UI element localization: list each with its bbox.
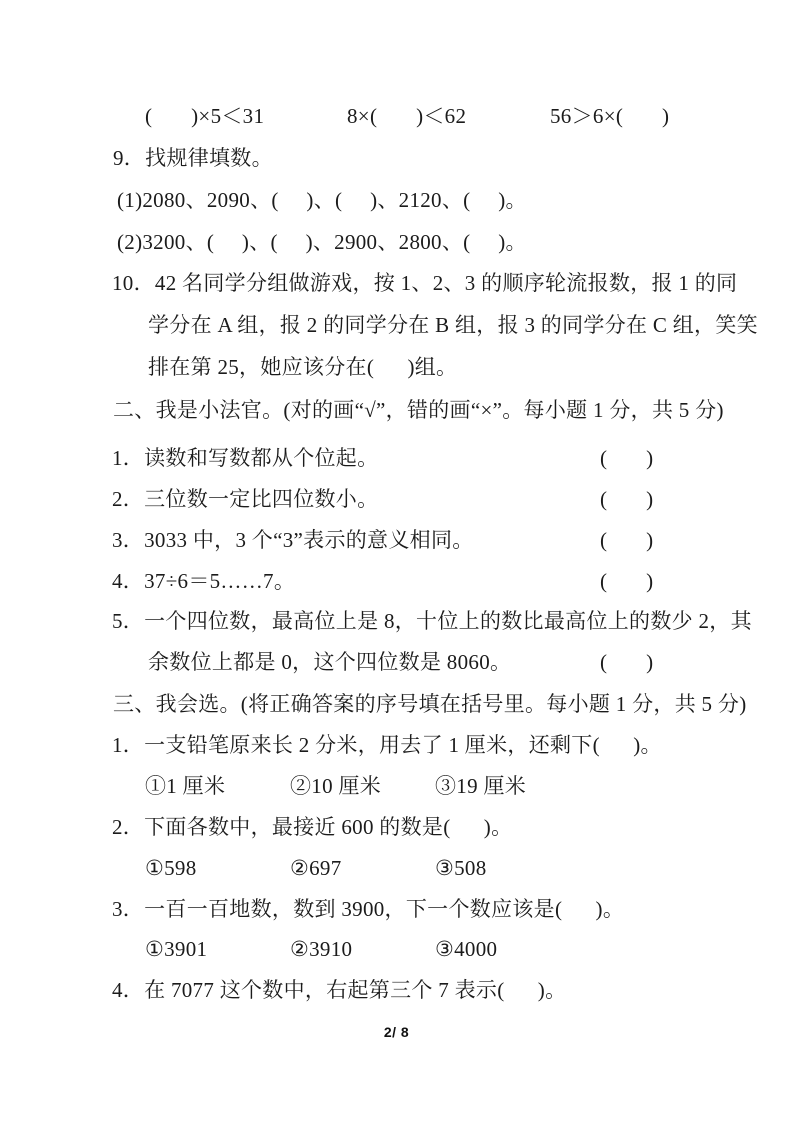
section-3-question-2-option-1: ①598 bbox=[145, 856, 197, 880]
section-3-question-1-option-3: ③19 厘米 bbox=[435, 774, 527, 798]
section-2-item-4-answer-blank: ( ) bbox=[600, 569, 654, 593]
section-3-header: 三、我会选。(将正确答案的序号填在括号里。每小题 1 分，共 5 分) bbox=[113, 692, 747, 716]
section-3-question-2-text: 2．下面各数中，最接近 600 的数是( )。 bbox=[112, 815, 513, 839]
section-2-item-5-line2: 余数位上都是 0，这个四位数是 8060。 bbox=[148, 650, 512, 674]
section-3-question-1-option-2: ②10 厘米 bbox=[290, 774, 382, 798]
question-10-line2: 学分在 A 组，报 2 的同学分在 B 组，报 3 的同学分在 C 组，笑笑 bbox=[148, 313, 758, 337]
section-3-question-1-text: 1．一支铅笔原来长 2 分米，用去了 1 厘米，还剩下( )。 bbox=[112, 733, 662, 757]
fill-blank-expression-3: 56＞6×( ) bbox=[550, 104, 670, 128]
question-9-sequence-1: (1)2080、2090、( )、( )、2120、( )。 bbox=[117, 188, 527, 212]
section-2-item-3-text: 3．3033 中，3 个“3”表示的意义相同。 bbox=[112, 528, 474, 552]
section-3-question-3-option-2: ②3910 bbox=[290, 937, 353, 961]
section-2-item-1-answer-blank: ( ) bbox=[600, 446, 654, 470]
section-3-question-2-option-2: ②697 bbox=[290, 856, 342, 880]
section-3-question-3-text: 3．一百一百地数，数到 3900，下一个数应该是( )。 bbox=[112, 897, 625, 921]
section-2-item-5-line1: 5．一个四位数，最高位上是 8，十位上的数比最高位上的数少 2，其 bbox=[112, 609, 752, 633]
question-10-line1: 10．42 名同学分组做游戏，按 1、2、3 的顺序轮流报数，报 1 的同 bbox=[112, 271, 738, 295]
section-2-item-3-answer-blank: ( ) bbox=[600, 528, 654, 552]
section-3-question-4-text: 4．在 7077 这个数中，右起第三个 7 表示( )。 bbox=[112, 978, 567, 1002]
section-3-question-1-option-1: ①1 厘米 bbox=[145, 774, 226, 798]
section-2-item-4-text: 4．37÷6＝5……7。 bbox=[112, 569, 296, 593]
question-9-sequence-2: (2)3200、( )、( )、2900、2800、( )。 bbox=[117, 230, 527, 254]
page-number: 2/ 8 bbox=[383, 1024, 410, 1040]
section-2-header: 二、我是小法官。(对的画“√”，错的画“×”。每小题 1 分，共 5 分) bbox=[113, 398, 724, 422]
section-3-question-3-option-3: ③4000 bbox=[435, 937, 498, 961]
section-2-item-1-text: 1．读数和写数都从个位起。 bbox=[112, 446, 379, 470]
fill-blank-expression-1: ( )×5＜31 bbox=[145, 104, 265, 128]
section-3-question-2-option-3: ③508 bbox=[435, 856, 487, 880]
section-3-question-3-option-1: ①3901 bbox=[145, 937, 208, 961]
section-2-item-2-text: 2．三位数一定比四位数小。 bbox=[112, 487, 379, 511]
section-2-item-2-answer-blank: ( ) bbox=[600, 487, 654, 511]
fill-blank-expression-2: 8×( )＜62 bbox=[347, 104, 467, 128]
question-10-line3: 排在第 25，她应该分在( )组。 bbox=[148, 355, 458, 379]
question-9-title: 9．找规律填数。 bbox=[113, 146, 273, 170]
section-2-item-5-answer-blank: ( ) bbox=[600, 650, 654, 674]
